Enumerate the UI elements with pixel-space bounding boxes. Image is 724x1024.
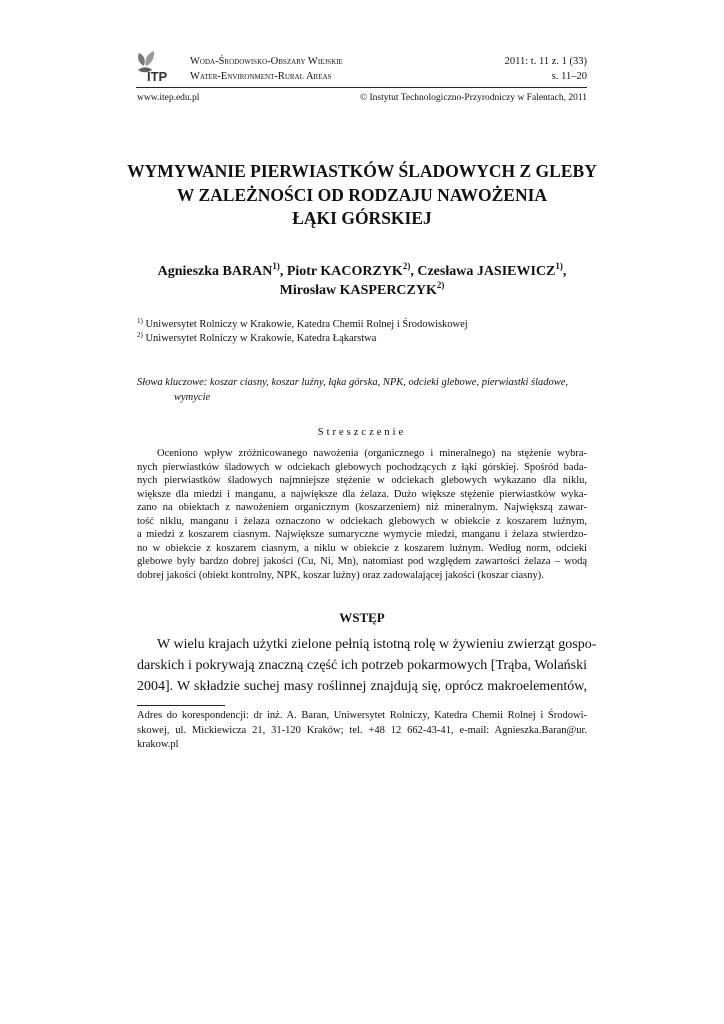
affiliation-mark: 1)	[137, 317, 143, 325]
author-affiliation-mark: 1)	[272, 261, 280, 271]
affiliation-text: Uniwersytet Rolniczy w Krakowie, Katedra Chemii Rolnej i Środowiskowej	[145, 319, 468, 330]
author-affiliation-mark: 2)	[436, 280, 445, 290]
footnote-line: skowej, ul. Mickiewicza 21, 31-120 Kraków; tel. +48 12 662-43-41, e-mail: Agnieszka.Baran@ur.	[137, 724, 587, 736]
affiliation-mark: 2)	[137, 331, 143, 339]
body-text	[137, 634, 597, 697]
keywords-line: Słowa kluczowe: koszar ciasny, koszar luźny, łąka górska, NPK, odcieki glebowe, pierwiastki śladowe,	[137, 377, 569, 388]
itp-logo-graphic	[136, 50, 176, 84]
header-rule	[136, 87, 587, 88]
footnote-line: krakow.pl	[137, 739, 179, 750]
footnote-line: Adres do korespondencji: dr inż. A. Baran, Uniwersytet Rolniczy, Katedra Chemii Rolnej i Środowi-	[137, 710, 587, 721]
logo-text: ITP	[147, 69, 168, 84]
author-name: Agnieszka BARAN	[157, 264, 273, 279]
title-line: W ZALEŻNOŚCI OD RODZAJU NAWOŻENIA	[176, 184, 548, 205]
author-affiliation-mark: 1)	[555, 261, 563, 271]
affiliation	[137, 332, 376, 346]
body-line: 2004]. W składzie suchej masy roślinnej znajdują się, oprócz makroelementów,	[137, 679, 587, 694]
abstract-line: tość niklu, manganu i żelaza oznaczono w odciekach glebowych w obiekcie z koszarem luźnym,	[137, 515, 587, 527]
correspondence-footnote	[137, 709, 587, 753]
article-title	[100, 160, 624, 231]
copyright-notice: © Instytut Technologiczno-Przyrodniczy w Falentach, 2011	[359, 93, 587, 103]
title-line: ŁĄKI GÓRSKIEJ	[292, 208, 432, 228]
abstract-line: a miedzi z koszarem ciasnym. Największe sumaryczne wymycie miedzi, manganu i żelaza stwierdzo-	[137, 529, 587, 540]
journal-pages: s. 11–20	[551, 71, 587, 82]
journal-name-pl: Woda-Środowisko-Obszary Wiejskie	[190, 56, 343, 67]
abstract-line: dobrej jakości (obiekt kontrolny, NPK, koszar luźny) oraz zadowalającej jakości (koszar ciasny).	[137, 569, 544, 581]
author-name: Czesława JASIEWICZ	[417, 264, 556, 279]
affiliation-text: Uniwersytet Rolniczy w Krakowie, Katedra Łąkarstwa	[145, 333, 377, 344]
body-line: W wielu krajach użytki zielone pełnią istotną rolę w żywieniu zwierząt gospo-	[157, 637, 597, 652]
footnote-rule	[137, 705, 225, 706]
itp-logo	[136, 50, 176, 84]
journal-name-en: Water-Environment-Rural Areas	[190, 71, 332, 82]
abstract-heading: Streszczenie	[317, 427, 407, 438]
author-affiliation-mark: 2)	[402, 261, 411, 271]
journal-volume: 2011: t. 11 z. 1 (33)	[504, 56, 587, 67]
affiliation	[137, 318, 468, 332]
author-name: Piotr KACORZYK	[286, 264, 403, 279]
body-line: darskich i pokrywają znaczną część ich potrzeb pokarmowych [Trąba, Wolański	[137, 658, 587, 673]
abstract-line: Oceniono wpływ zróżnicowanego nawożenia (organicznego i mineralnego) na stężenie wybra-	[157, 448, 587, 459]
abstract-line: glebowe były bardzo dobrej jakości (Cu, Ni, Mn), natomiast pod względem zawartości żelaza – wodą	[137, 556, 587, 567]
abstract	[137, 447, 587, 582]
abstract-line: nych pierwiastków śladowych w odciekach glebowych pochodzących z łąki górskiej. Spośród bada-	[137, 461, 587, 473]
abstract-line: nych pierwiastków śladowych najmniejsze stężenie w odciekach glebowych wykazano dla niklu,	[137, 475, 587, 486]
abstract-line: zano na obiektach z nawożeniem organicznym (koszarzeniem) niż mineralnym. Największą zawar-	[137, 502, 587, 513]
section-heading: WSTĘP	[339, 610, 385, 625]
abstract-line: większe dla miedzi i manganu, a największe dla żelaza. Dużo większe stężenie pierwiastków wyka-	[137, 488, 587, 500]
title-line: WYMYWANIE PIERWIASTKÓW ŚLADOWYCH Z GLEBY	[127, 161, 597, 181]
author-name: Mirosław KASPERCZYK	[279, 283, 437, 298]
abstract-line: no w obiekcie z koszarem ciasnym, a niklu w obiekcie z koszarem luźnym. Według norm, odcieki	[137, 542, 587, 554]
author-list: Agnieszka BARAN$^{1)}$, Piotr KACORZYK$^{2)}$, Czesława JASIEWICZ$^{1)}$, Mirosław KASPERCZYK$^{2)}$	[157, 261, 567, 298]
website-link[interactable]: www.itep.edu.pl	[137, 93, 200, 103]
keywords	[137, 375, 587, 405]
keywords-line: wymycie	[174, 392, 211, 403]
